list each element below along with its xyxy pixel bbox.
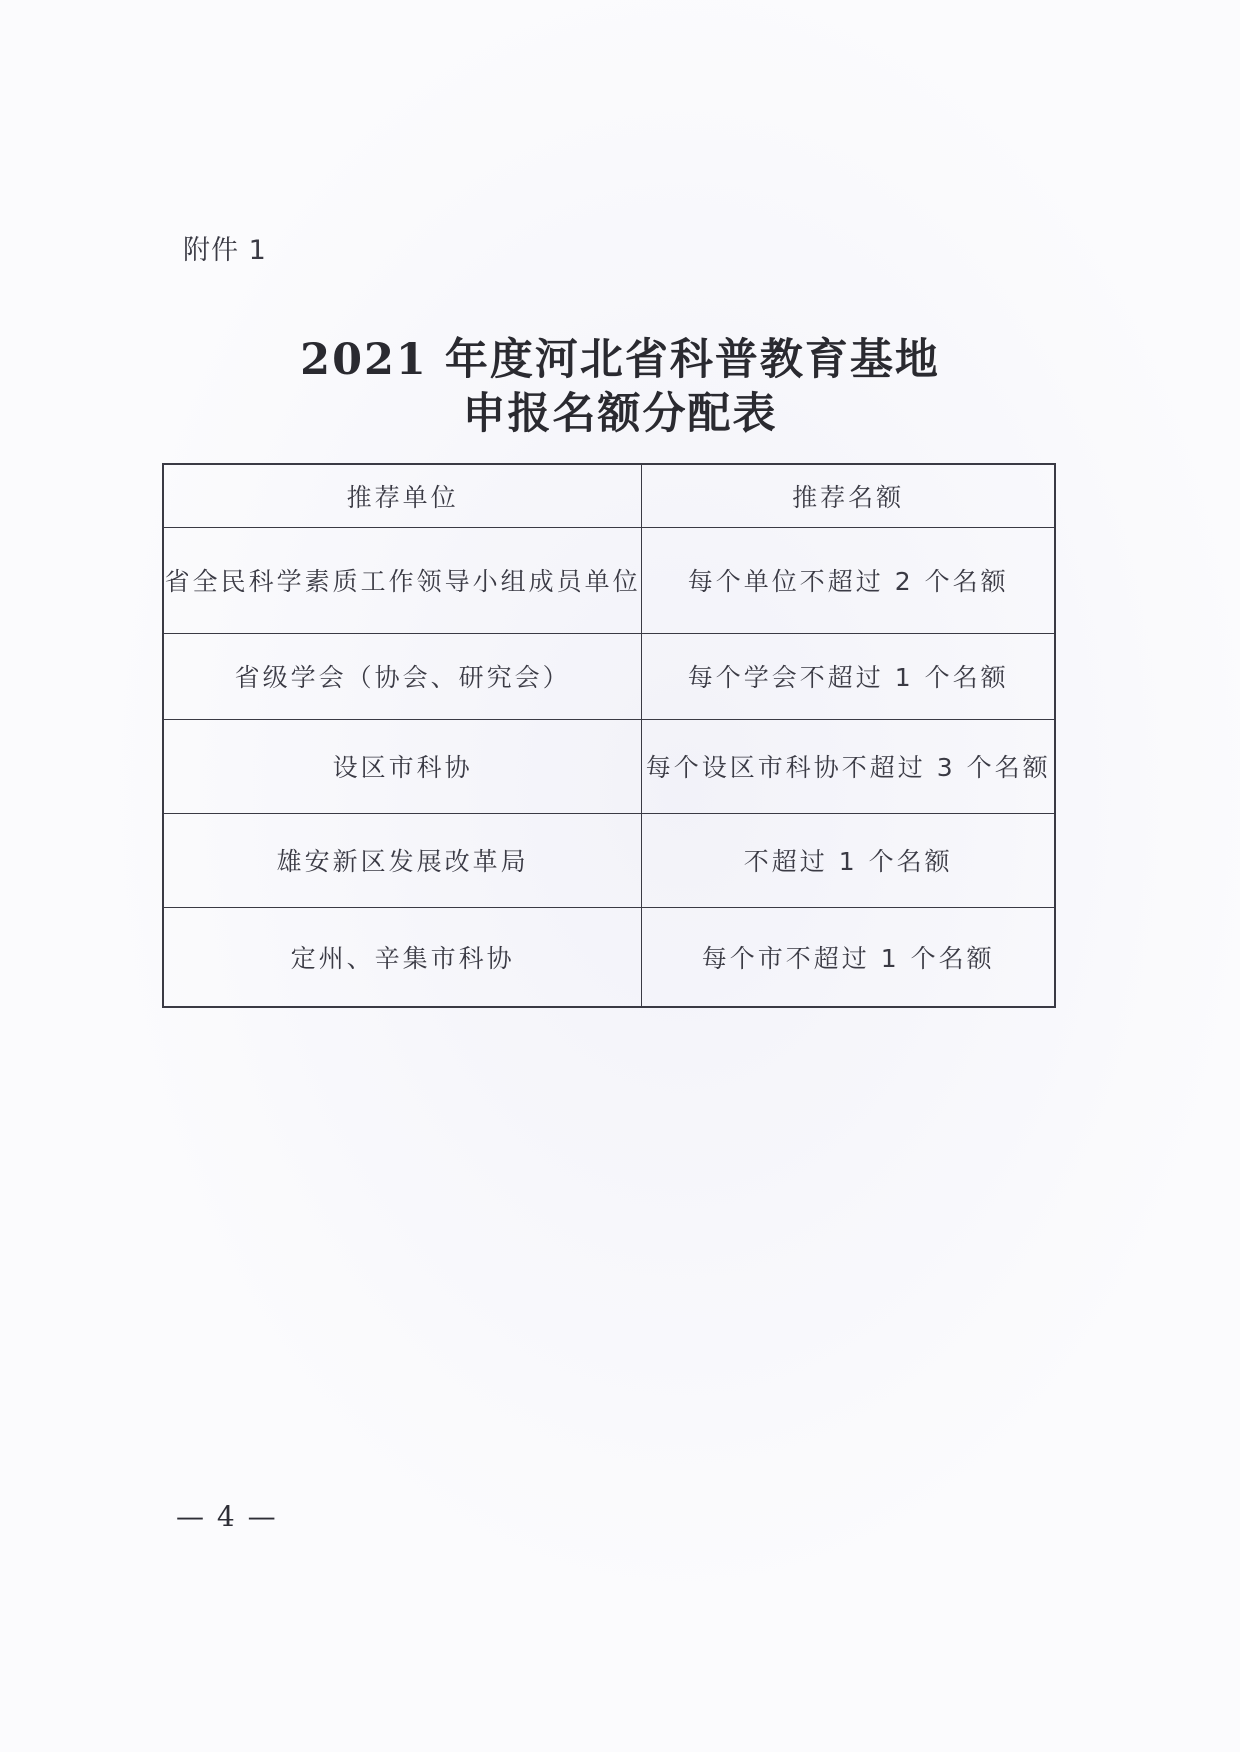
table-cell-quota: 每个单位不超过 2 个名额 (642, 527, 1055, 633)
table-cell-unit: 定州、辛集市科协 (163, 907, 642, 1007)
table-row (163, 527, 1055, 633)
table-row (163, 633, 1055, 719)
table-row (163, 907, 1055, 1007)
table-cell-unit: 省级学会（协会、研究会） (163, 633, 642, 719)
table-cell-quota: 每个市不超过 1 个名额 (642, 907, 1055, 1007)
table-cell-unit: 省全民科学素质工作领导小组成员单位 (163, 527, 642, 633)
table-row (163, 813, 1055, 907)
table-cell-unit: 设区市科协 (163, 719, 642, 813)
document-title-line-1: 2021 年度河北省科普教育基地 (300, 335, 940, 385)
attachment-label: 附件 1 (183, 235, 267, 266)
table-row (163, 719, 1055, 813)
table-header-row (163, 464, 1055, 527)
page-number: — 4 — (176, 1500, 278, 1533)
table-cell-quota: 每个设区市科协不超过 3 个名额 (642, 719, 1055, 813)
quota-allocation-table (162, 463, 1056, 1008)
table-cell-unit: 雄安新区发展改革局 (163, 813, 642, 907)
table-cell-quota: 不超过 1 个名额 (642, 813, 1055, 907)
document-title-line-2: 申报名额分配表 (462, 389, 778, 439)
table-cell-quota: 每个学会不超过 1 个名额 (642, 633, 1055, 719)
column-header-recommending-unit: 推荐单位 (163, 464, 642, 527)
column-header-recommended-quota: 推荐名额 (642, 464, 1055, 527)
